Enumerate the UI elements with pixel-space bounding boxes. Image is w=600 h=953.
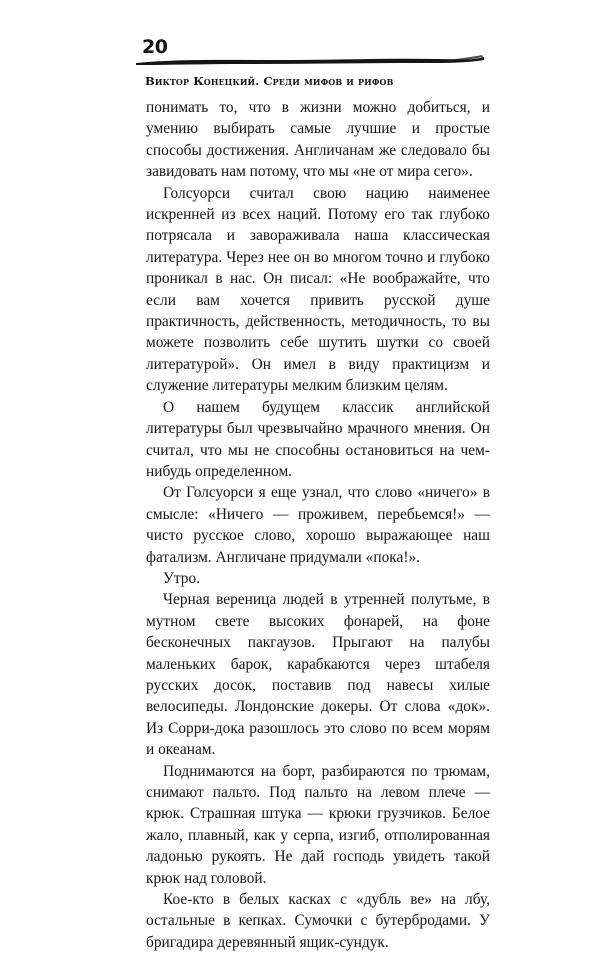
paragraph: понимать то, что в жизни можно добиться, и умению выбирать самые лучшие и простые способы достижения. Англичанам же следовало бы завидовать нам потому, что мы «не от мира сего». — [146, 99, 490, 181]
paragraph: Кое-кто в белых касках с «дубль ве» на лбу, остальные в кепках. Сумочки с бутербродами. У бригадира деревянный ящик-сундук. — [146, 891, 490, 951]
brush-stroke-path — [136, 57, 484, 65]
page-number: 20 — [142, 36, 168, 58]
paragraph: О нашем будущем классик английской литературы был чрезвычайно мрачного мнения. Он считал, что мы не способны остановиться на чем-нибудь определенном. — [146, 398, 490, 480]
brush-stroke-rule — [136, 54, 484, 68]
running-head: Виктор Конецкий. Среди мифов и рифов — [145, 74, 394, 88]
paragraph: Утро. — [163, 569, 201, 587]
paragraph: От Голсуорси я еще узнал, что слово «ничего» в смысле: «Ничего — проживем, перебьемся!» — чисто русское слово, хорошо выражающее наш фатализм. Англичане придумали «пока!». — [146, 484, 490, 566]
paragraph: Поднимаются на борт, разбираются по трюмам, снимают пальто. Под пальто на левом плече — крюк. Страшная штука — крюки грузчиков. Белое жало, плавный, как у серпа, изгиб, отполированная ладонью рукоять. Не дай господь увидеть такой крюк над головой. — [146, 762, 490, 887]
paragraph: Черная вереница людей в утренней полутьме, в мутном свете высоких фонарей, на фоне бесконечных пакгаузов. Прыгают на палубы маленьких барок, карабкаются через штабеля русских досок, поставив под навесы хилые велосипеды. Лондонские докеры. От слова «док». Из Сорри-дока разошлось это слово по всем морям и океанам. — [146, 591, 490, 759]
body-text — [146, 97, 490, 953]
paragraph: Голсуорси считал свою нацию наименее искренней из всех наций. Потому его так глубоко потрясала и завораживала наша классическая литература. Через нее он во многом точно и глубоко проникал в нас. Он писал: «Не воображайте, что если вам хочется привить русской душе практичность, действенность, методичность, то вы можете позволить себе шутить шутки со своей литературой». Он имел в виду практицизм и служение литературы мелким близким целям. — [146, 184, 490, 395]
